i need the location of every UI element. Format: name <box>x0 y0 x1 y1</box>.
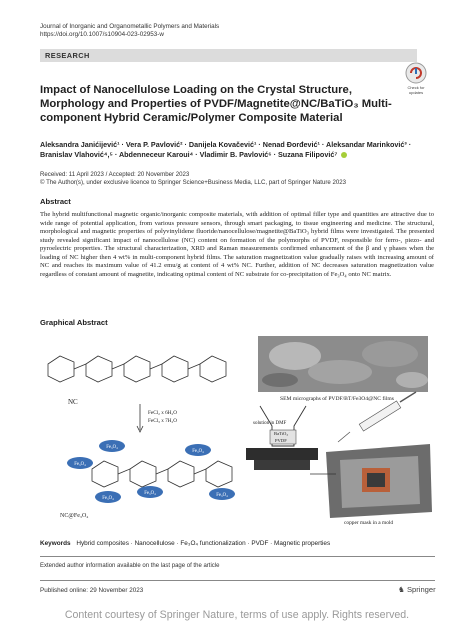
abstract-text: The hybrid multifunctional magnetic organic/inorganic composite materials, with addition of optimal filler type and quantities are attractive due to wide range of potential application, from various pressure sensors, through smart packaging, to tissue engineering and medicine. The structural, morphological and magnetic properties of polyvinylidene fluoride/nanocellulose/magnetite@BaTiO₃ hybrid films were investigated. The presented study revealed significant impact of nanocellulose (NC) content on formation of the polymorphs of PVDF, responsible for ferro-, piezo- and pyroelectric properties. The structural characterization, XRD and Raman measurements confirmed enhancement of the β and γ phases when the loading of NC higher then 4 wt% in multi-component hybrid films. The saturation magnetization value gradually raises with increasing amount of NC and reaches its maximum value of 41.2 emu/g at content of 4 wt% NC. Further, addition of NC decreases saturation magnetization value regardless of constant amount of magnetite, indicating optimal content of NC substrate for co-precipitation of Fe₃O₄ onto NC matrix. <box>40 211 434 278</box>
extended-author-info: Extended author information available on the last page of the article <box>40 563 220 569</box>
cellulose-chain-top <box>48 356 226 382</box>
reagent-1-label: FeCl₂ x 6H₂O <box>148 410 177 416</box>
svg-text:Fe₃O₄: Fe₃O₄ <box>106 445 118 450</box>
nc-label: NC <box>68 398 78 406</box>
divider <box>40 556 435 557</box>
keywords <box>40 540 435 548</box>
author-list: Aleksandra Janićijević¹ · Vera P. Pavlović² · Danijela Kovačević¹ · Nenad Đorđević¹ · Aleksandar Marinković³ · Branislav Vlahović⁴,⁵ · Abdenneceur Karoui⁴ · Vladimir B. Pavlović⁶ · Suzana Filipović⁷ <box>40 140 412 159</box>
check-for-updates-label[interactable]: Check for updates <box>407 85 425 95</box>
sem-micrograph-image <box>258 336 428 392</box>
received-accepted: Received: 11 April 2023 / Accepted: 20 November 2023 <box>40 171 190 178</box>
svg-text:Fe₃O₄: Fe₃O₄ <box>192 449 204 454</box>
article-dates <box>40 171 435 188</box>
keywords-text: Hybrid composites · Nanocellulose · Fe₃O₄ functionalization · PVDF · Magnetic properties <box>76 540 331 547</box>
graphical-abstract-heading: Graphical Abstract <box>40 318 108 327</box>
stirrer-plate <box>246 448 318 470</box>
svg-text:Fe₃O₄: Fe₃O₄ <box>74 462 86 467</box>
publisher-logo: ♞ Springer <box>398 585 436 594</box>
copyright-line: © The Author(s), under exclusive licence to Springer Science+Business Media, LLC, part of Springer Nature 2023 <box>40 179 347 187</box>
cellulose-chain-bottom <box>92 461 232 487</box>
fe3o4-particle <box>137 486 163 498</box>
beaker-label-pvdf: PVDF <box>275 438 287 443</box>
abstract-heading: Abstract <box>40 197 71 206</box>
fe3o4-particle <box>209 488 235 500</box>
copper-mask-mold-image <box>326 444 432 518</box>
fe3o4-particle <box>67 457 93 469</box>
svg-text:Fe₃O₄: Fe₃O₄ <box>144 491 156 496</box>
check-for-updates-icon[interactable] <box>401 61 431 85</box>
fe3o4-particle <box>185 444 211 456</box>
svg-text:Fe₃O₄: Fe₃O₄ <box>102 496 114 501</box>
journal-header <box>40 23 219 39</box>
section-bar <box>40 49 417 62</box>
sem-caption: SEM micrographs of PVDF/BT/Fe3O4@NC films <box>280 396 394 402</box>
mask-caption: copper mask in a mold <box>344 520 394 526</box>
divider <box>40 580 435 581</box>
reagent-2-label: FeCl₃ x 7H₂O <box>148 418 177 424</box>
doi-link[interactable]: https://doi.org/10.1007/s10904-023-02953-w <box>40 31 164 38</box>
solution-label: solution in DMF <box>253 421 287 426</box>
nc-fe3o4-label: NC@Fe₃O₄ <box>60 513 89 519</box>
orcid-icon[interactable] <box>341 152 347 158</box>
fe3o4-particle <box>99 440 125 452</box>
svg-text:Fe₃O₄: Fe₃O₄ <box>216 493 228 498</box>
graphical-abstract-figure <box>40 334 435 526</box>
section-label: RESEARCH <box>45 51 90 60</box>
beaker-label-batio3: BaTiO₃ <box>274 431 288 436</box>
journal-name: Journal of Inorganic and Organometallic Polymers and Materials <box>40 23 220 30</box>
fe3o4-particle <box>95 491 121 503</box>
keywords-label: Keywords <box>40 540 71 547</box>
springer-horse-icon: ♞ <box>398 585 405 594</box>
courtesy-notice: Content courtesy of Springer Nature, terms of use apply. Rights reserved. <box>64 609 410 621</box>
article-title: Impact of Nanocellulose Loading on the Crystal Structure, Morphology and Properties of PVDF/Magnetite@NC/BaTiO₃ Multi-component Hybrid Ceramic/Polymer Composite Material <box>40 84 392 124</box>
published-date: Published online: 29 November 2023 <box>40 587 144 594</box>
